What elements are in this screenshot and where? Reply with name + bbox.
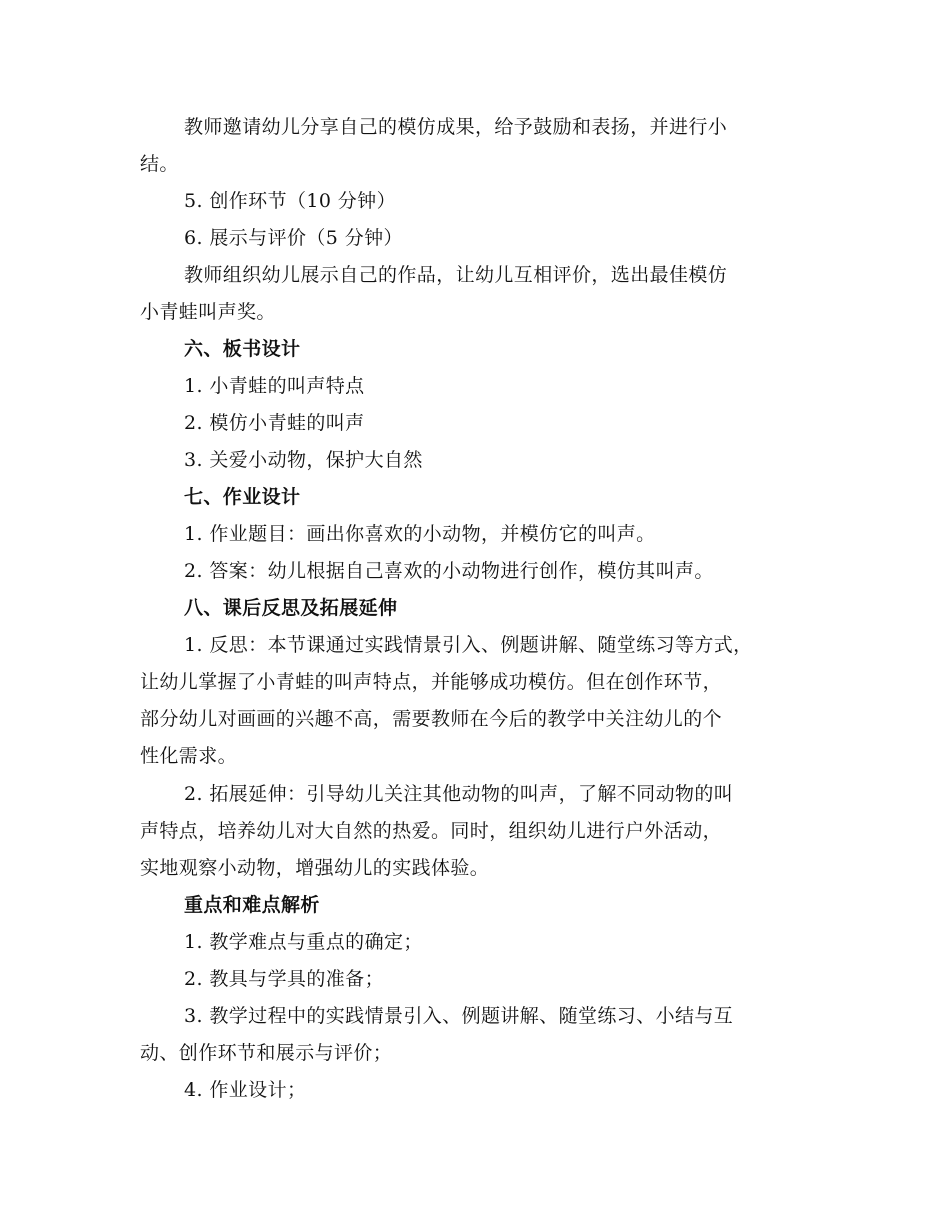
- list-item: 2. 答案：幼儿根据自己喜欢的小动物进行创作，模仿其叫声。: [184, 560, 714, 582]
- section-heading: 重点和难点解析: [184, 894, 320, 916]
- list-item: 4. 作业设计；: [184, 1079, 307, 1101]
- list-item: 6. 展示与评价（5 分钟）: [184, 227, 403, 249]
- list-item: 2. 教具与学具的准备；: [184, 968, 384, 990]
- list-item: 1. 小青蛙的叫声特点: [184, 375, 365, 397]
- list-item: 3. 关爱小动物，保护大自然: [184, 449, 423, 471]
- list-item: 3. 教学过程中的实践情景引入、例题讲解、随堂练习、小结与互: [184, 1005, 734, 1027]
- paragraph-line: 部分幼儿对画画的兴趣不高，需要教师在今后的教学中关注幼儿的个: [140, 708, 723, 730]
- paragraph-line: 声特点，培养幼儿对大自然的热爱。同时，组织幼儿进行户外活动，: [140, 820, 723, 842]
- list-item: 1. 作业题目：画出你喜欢的小动物，并模仿它的叫声。: [184, 523, 656, 545]
- paragraph-line: 动、创作环节和展示与评价；: [140, 1042, 393, 1064]
- section-heading: 七、作业设计: [184, 486, 301, 508]
- paragraph-line: 教师邀请幼儿分享自己的模仿成果，给予鼓励和表扬，并进行小: [184, 116, 728, 138]
- list-item: 2. 模仿小青蛙的叫声: [184, 412, 365, 434]
- section-heading: 六、板书设计: [184, 338, 301, 360]
- paragraph-line: 小青蛙叫声奖。: [140, 301, 276, 323]
- list-item: 1. 教学难点与重点的确定；: [184, 931, 423, 953]
- paragraph-line: 结。: [140, 153, 179, 175]
- list-item: 1. 反思：本节课通过实践情景引入、例题讲解、随堂练习等方式，: [184, 634, 753, 656]
- paragraph-line: 实地观察小动物，增强幼儿的实践体验。: [140, 857, 490, 879]
- paragraph-line: 让幼儿掌握了小青蛙的叫声特点，并能够成功模仿。但在创作环节，: [140, 671, 723, 693]
- list-item: 5. 创作环节（10 分钟）: [184, 190, 396, 212]
- list-item: 2. 拓展延伸：引导幼儿关注其他动物的叫声，了解不同动物的叫: [184, 783, 734, 805]
- section-heading: 八、课后反思及拓展延伸: [184, 597, 398, 619]
- paragraph-line: 性化需求。: [140, 745, 238, 767]
- paragraph-line: 教师组织幼儿展示自己的作品，让幼儿互相评价，选出最佳模仿: [184, 264, 728, 286]
